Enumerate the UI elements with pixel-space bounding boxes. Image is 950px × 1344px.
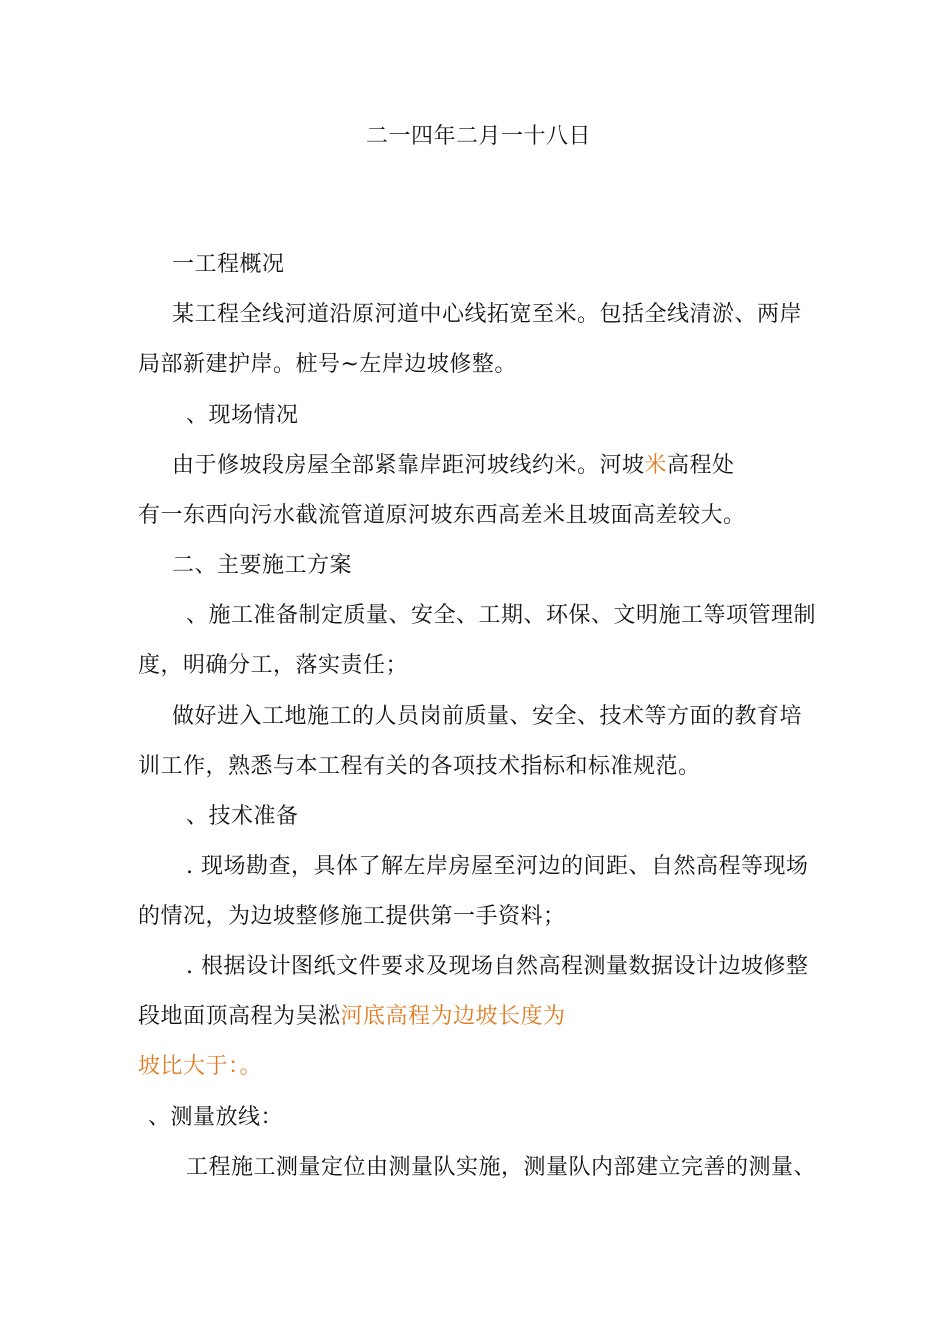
- document-date: 二一四年二月一十八日: [366, 124, 592, 149]
- paragraph-line: 的情况，为边坡整修施工提供第一手资料；: [138, 904, 566, 929]
- highlighted-text: 河底高程为边坡长度为: [340, 1004, 566, 1029]
- paragraph-line: [138, 1002, 566, 1032]
- highlighted-text: 米: [644, 453, 668, 478]
- highlighted-paragraph-line: 坡比大于：。: [138, 1054, 263, 1079]
- paragraph-line: . 根据设计图纸文件要求及现场自然高程测量数据设计边坡修整: [186, 954, 809, 979]
- section-heading-technical-preparation: 、技术准备: [186, 804, 299, 829]
- section-heading-site-conditions: 、现场情况: [186, 403, 299, 428]
- section-heading-survey-layout: 、测量放线：: [148, 1105, 284, 1130]
- paragraph-line: . 现场勘查，具体了解左岸房屋至河边的间距、自然高程等现场: [186, 854, 809, 879]
- paragraph-line: 、施工准备制定质量、安全、工期、环保、文明施工等项管理制: [186, 603, 817, 628]
- paragraph-line: 度，明确分工，落实责任；: [138, 653, 409, 678]
- text-run: 高程处: [667, 453, 735, 478]
- paragraph-line: [172, 451, 735, 481]
- paragraph-line: 训工作，熟悉与本工程有关的各项技术指标和标准规范。: [138, 754, 701, 779]
- text-run: 由于修坡段房屋全部紧靠岸距河坡线约米。河坡: [172, 453, 645, 478]
- paragraph-line: 做好进入工地施工的人员岗前质量、安全、技术等方面的教育培: [172, 704, 803, 729]
- paragraph-line: 某工程全线河道沿原河道中心线拓宽至米。包括全线清淤、两岸: [172, 302, 803, 327]
- section-heading-construction-plan: 二、主要施工方案: [172, 553, 353, 578]
- paragraph-line: 工程施工测量定位由测量队实施，测量队内部建立完善的测量、: [186, 1155, 817, 1180]
- paragraph-line: 有一东西向污水截流管道原河坡东西高差米且坡面高差较大。: [138, 503, 746, 528]
- paragraph-line: 局部新建护岸。桩号~左岸边坡修整。: [138, 352, 517, 377]
- text-run: 段地面顶高程为吴淞: [138, 1004, 341, 1029]
- section-heading-project-overview: 一工程概况: [172, 252, 285, 277]
